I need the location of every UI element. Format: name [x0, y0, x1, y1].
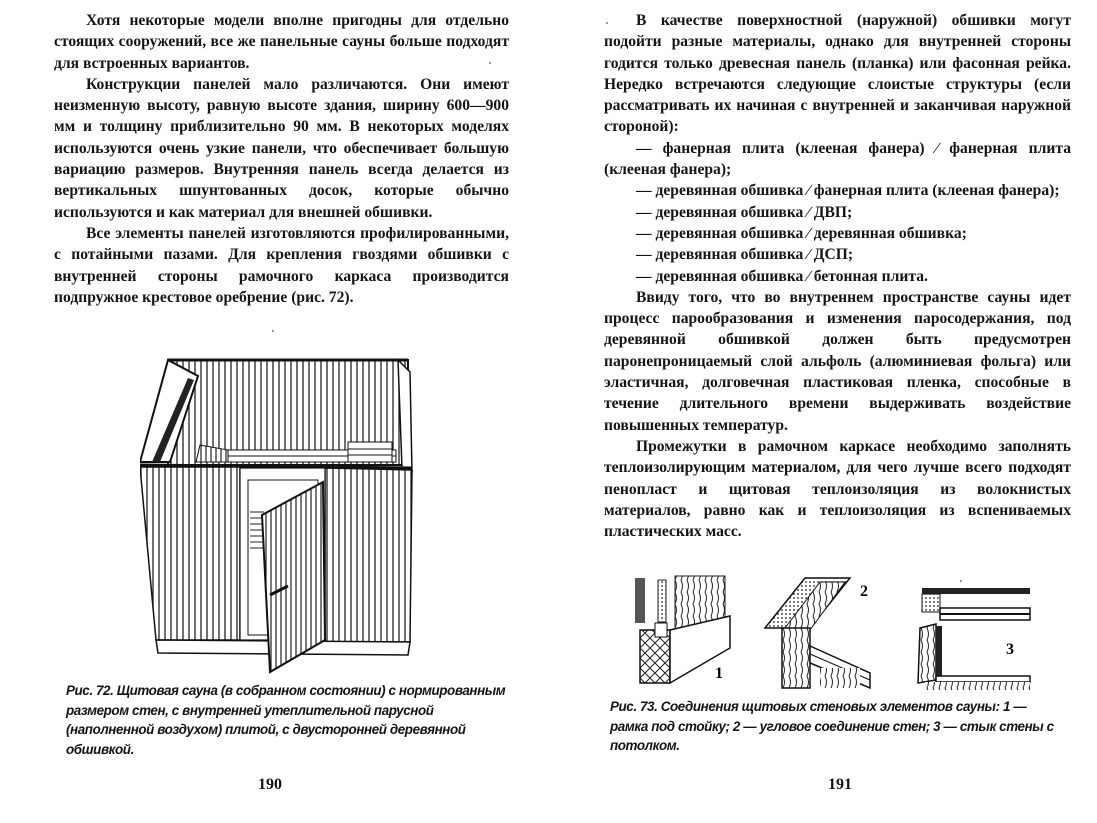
page-number-right: 191: [828, 776, 852, 793]
paragraph: Промежутки в рамочном каркасе необходимо заполнять теплоизолирующим материалом, для чего лучше всего подходят пенопласт и щитовая теплоизоляция из волокнистых материалов, равно как и теплоизоляция из вспениваемых пластических масс.: [604, 437, 1071, 541]
wall-joints-figure: [620, 568, 1060, 693]
list-item: — деревянная обшивка ∕ деревянная обшивка;: [636, 224, 967, 242]
label-2: 2: [860, 583, 868, 600]
label-1: 1: [715, 665, 723, 682]
list-item: — деревянная обшивка ∕ фанерная плита (клееная фанера);: [636, 182, 1060, 200]
list-item: — деревянная обшивка ∕ ДВП;: [636, 203, 853, 221]
paragraph: Ввиду того, что во внутреннем пространстве сауны идет процесс парообразования и изменения паросодержания, под деревянной обшивкой должен быть предусмотрен паронепроницаемый слой альфоль (алюминиевая фольга) или эластичная, долговечная пластиковая пленка, способные в течение длительного времени выдерживать воздействие повышенных температур.: [604, 288, 1071, 434]
scan-speck: [489, 62, 491, 64]
paragraph: Конструкции панелей мало различаются. Они имеют неизменную высоту, равную высоте здания, ширину 600—900 мм и толщину приблизительно 90 мм. В некоторых моделях используются очень узкие панели, что обеспечивает большую вариацию размеров. Внутренняя панель всегда делается из вертикальных шпунтованных досок, которые обычно используются и как материал для внешней обшивки.: [54, 75, 509, 221]
paragraph: Все элементы панелей изготовляются профилированными, с потайными пазами. Для крепления гвоздями обшивки с внутренней стороны рамочного каркаса производится подпружное крестовое оребрение (рис. 72).: [54, 224, 509, 306]
sauna-assembled-illustration: [140, 350, 430, 675]
scan-speck: [606, 22, 608, 24]
list-item: — деревянная обшивка ∕ ДСП;: [636, 246, 854, 264]
list-item: — фанерная плита (клееная фанера) ∕ фанерная плита (клееная фанера);: [604, 139, 1071, 179]
paragraph: Хотя некоторые модели вполне пригодны для отдельно стоящих сооружений, все же панельные сауны больше подходят для встроенных вариантов.: [54, 12, 509, 72]
label-3: 3: [1006, 641, 1014, 658]
figure-73-caption: Рис. 73. Соединения щитовых стеновых элементов сауны: 1 — рамка под стойку; 2 — угловое соединение стен; 3 — стык стены с потолком.: [610, 699, 1054, 753]
right-page: [548, 0, 1097, 823]
right-page-body: [604, 10, 1071, 542]
wall-joints-illustration: [620, 568, 1060, 693]
left-page-body: [54, 10, 509, 308]
left-page: [0, 0, 548, 823]
scan-speck: [272, 330, 274, 332]
paragraph: В качестве поверхностной (наружной) обшивки могут подойти разные материалы, однако для внутренней стороны годится только древесная панель (планка) или фасонная рейка. Нередко встречаются следующие слоистые структуры (если рассматривать их начиная с внутренней и заканчивая наружной стороной):: [604, 12, 1071, 136]
list-item: — деревянная обшивка ∕ бетонная плита.: [636, 267, 928, 285]
page-number-left: 190: [258, 776, 282, 793]
scan-speck: [960, 580, 962, 582]
figure-72-caption: Рис. 72. Щитовая сауна (в собранном состоянии) с нормированным размером стен, с внутренней утеплительной парусной (наполненной воздухом) плитой, с двусторонней деревянной обшивкой.: [66, 683, 506, 757]
